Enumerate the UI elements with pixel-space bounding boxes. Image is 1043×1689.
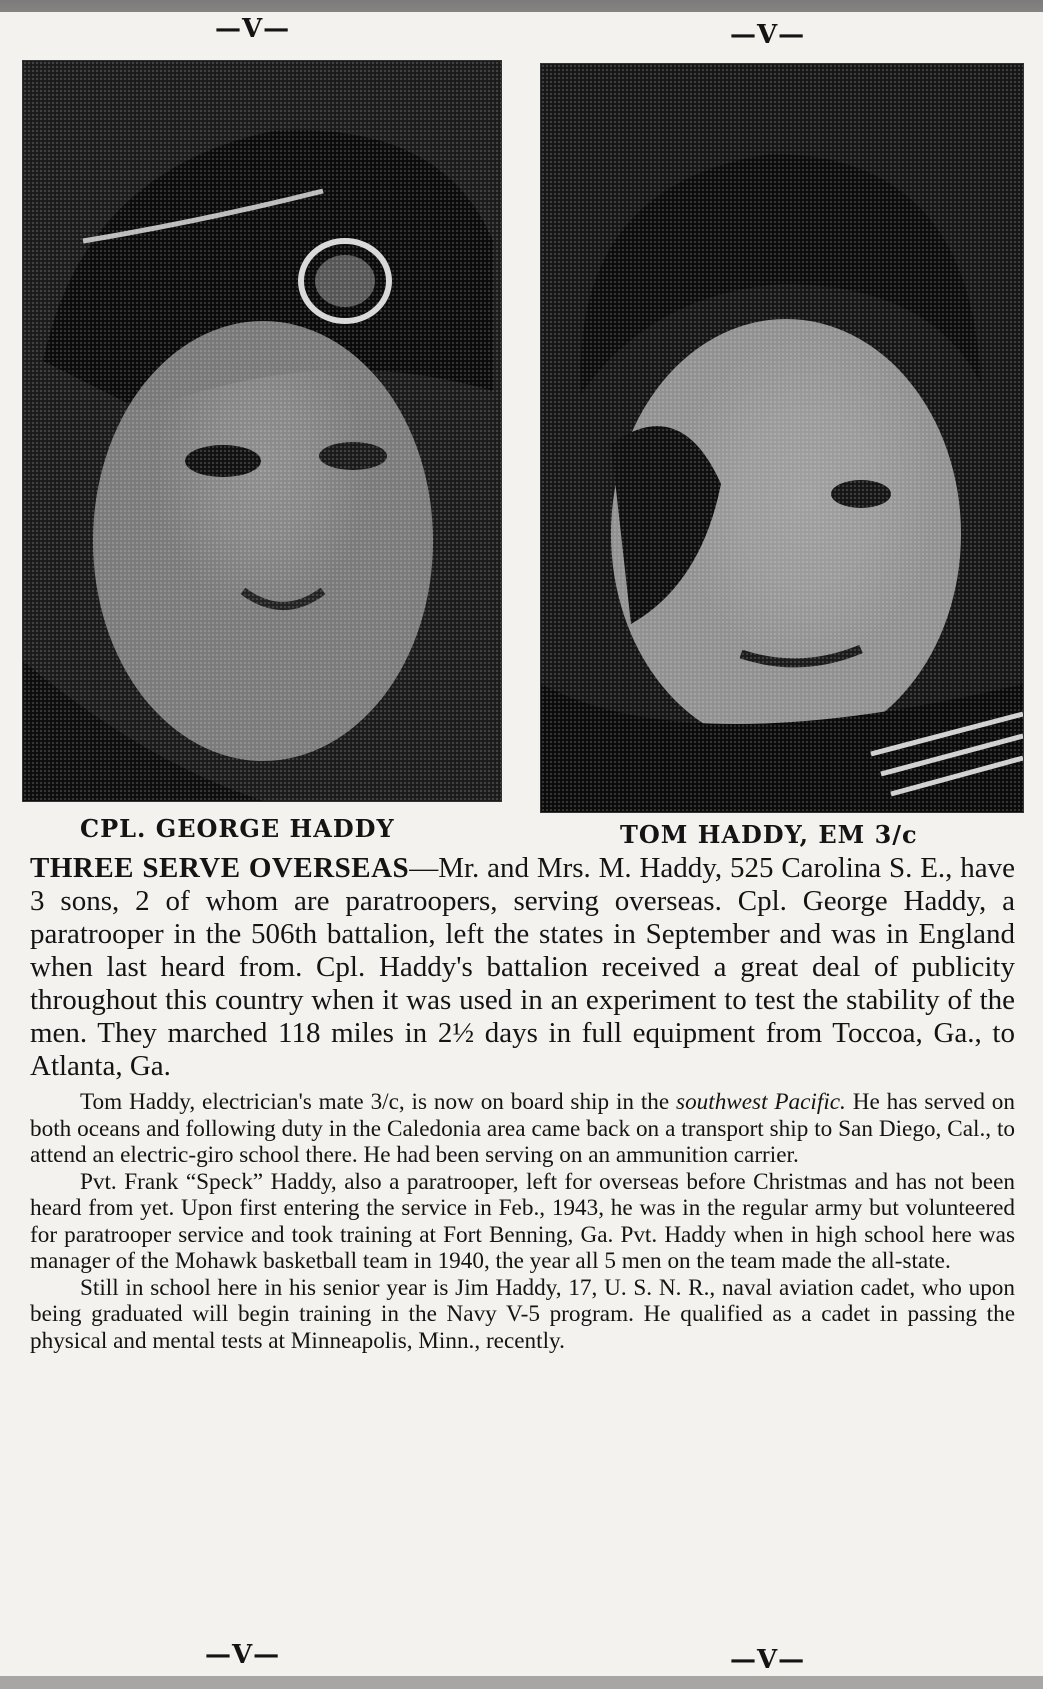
paragraph-italic-text: southwest Pacific.: [676, 1089, 846, 1115]
paragraph-tom-haddy: [30, 1089, 1015, 1169]
article-lead: [30, 852, 1015, 1083]
section-separator-right: —V—: [730, 20, 806, 50]
article-headline: THREE SERVE OVERSEAS: [30, 852, 410, 884]
section-separator-right-bottom: —V—: [730, 1645, 806, 1675]
halftone-overlay: [23, 61, 501, 801]
section-separator-left: —V—: [215, 14, 291, 44]
photo-caption-right: TOM HADDY, EM 3/c: [620, 820, 918, 849]
section-separator-left-bottom: —V—: [205, 1640, 281, 1670]
photo-caption-left: CPL. GEORGE HADDY: [80, 814, 395, 843]
article-body: [30, 852, 1015, 1354]
clipped-top-text-strip: [0, 0, 1043, 12]
paragraph-text: Tom Haddy, electrician's mate 3/c, is now on board ship in the: [80, 1089, 677, 1115]
photo-tom-haddy: [540, 63, 1024, 813]
paragraph-frank-haddy: Pvt. Frank “Speck” Haddy, also a paratrooper, left for overseas before Christmas and has not been heard from yet. Upon first entering the service in Feb., 1943, he was in the regular army but volunteered for paratrooper service and took training at Fort Benning, Ga. Pvt. Haddy when in high school here was manager of the Mohawk basketball team in 1940, the year all 5 men on the team made the all-state.: [30, 1168, 1015, 1274]
halftone-overlay: [541, 64, 1023, 812]
photo-george-haddy: [22, 60, 502, 802]
clipped-bottom-text-strip: [0, 1676, 1043, 1689]
paragraph-jim-haddy: Still in school here in his senior year is Jim Haddy, 17, U. S. N. R., naval aviation cadet, who upon being graduated will begin training in the Navy V-5 program. He qualified as a cadet in passing the physical and mental tests at Minneapolis, Minn., recently.: [30, 1274, 1015, 1354]
paragraph-text: He has served on both oceans and following duty in the Caledonia area came back on a transport ship to San Diego, Cal., to attend an electric-giro school there. He had been serving on an ammunition carrier.: [30, 1089, 1015, 1168]
article-lead-text: —Mr. and Mrs. M. Haddy, 525 Carolina S. E., have 3 sons, 2 of whom are paratroopers, serving overseas. Cpl. George Haddy, a paratrooper in the 506th battalion, left the states in September and was in England when last heard from. Cpl. Haddy's battalion received a great deal of publicity throughout this country when it was used in an experiment to test the stability of the men. They marched 118 miles in 2½ days in full equipment from Toccoa, Ga., to Atlanta, Ga.: [30, 852, 1015, 1082]
